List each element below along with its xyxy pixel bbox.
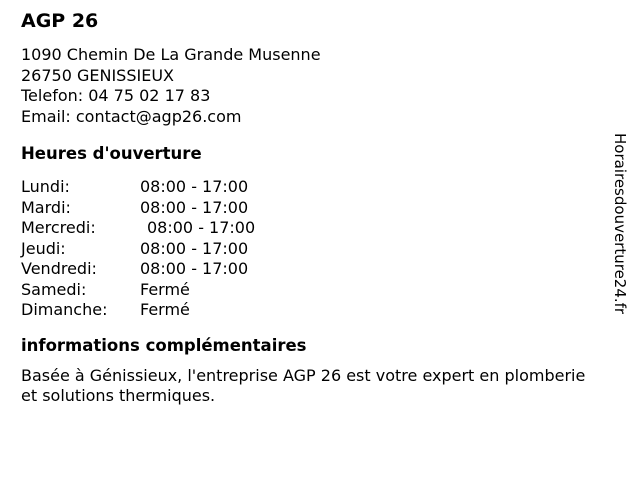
day-hours: 08:00 - 17:00 xyxy=(147,218,256,237)
hours-row-saturday xyxy=(21,280,255,301)
hours-row-monday xyxy=(21,177,255,198)
hours-heading: Heures d'ouverture xyxy=(21,144,202,163)
hours-row-sunday xyxy=(21,300,255,321)
email-line: Email: contact@agp26.com xyxy=(21,106,242,126)
day-hours: 08:00 - 17:00 xyxy=(140,259,249,278)
address-line-2: 26750 GENISSIEUX xyxy=(21,65,174,85)
hours-row-friday xyxy=(21,259,255,280)
contact-block xyxy=(21,45,599,127)
hours-table xyxy=(21,177,255,321)
day-hours: Fermé xyxy=(140,279,190,299)
info-heading: informations complémentaires xyxy=(21,335,307,355)
hours-row-tuesday xyxy=(21,198,255,219)
day-label: Vendredi: xyxy=(21,259,97,278)
day-hours: 08:00 - 17:00 xyxy=(140,197,249,217)
phone-line: Telefon: 04 75 02 17 83 xyxy=(21,86,211,105)
info-text: Basée à Génissieux, l'entreprise AGP 26 est votre expert en plomberie et solutions thermiques. xyxy=(21,365,586,405)
hours-row-thursday xyxy=(21,239,255,260)
business-listing xyxy=(21,10,599,407)
day-label: Dimanche: xyxy=(21,300,108,319)
hours-row-wednesday xyxy=(21,218,255,239)
watermark-vertical-text: Horairesdouverture24.fr xyxy=(611,133,629,315)
address-line-1: 1090 Chemin De La Grande Musenne xyxy=(21,45,321,64)
day-hours: Fermé xyxy=(140,300,190,319)
day-label: Jeudi: xyxy=(21,238,66,258)
day-label: Mardi: xyxy=(21,197,71,217)
day-hours: 08:00 - 17:00 xyxy=(140,177,249,196)
day-label: Samedi: xyxy=(21,279,87,299)
day-label: Mercredi: xyxy=(21,218,96,237)
day-label: Lundi: xyxy=(21,177,70,196)
day-hours: 08:00 - 17:00 xyxy=(140,238,249,258)
business-name: AGP 26 xyxy=(21,10,99,32)
